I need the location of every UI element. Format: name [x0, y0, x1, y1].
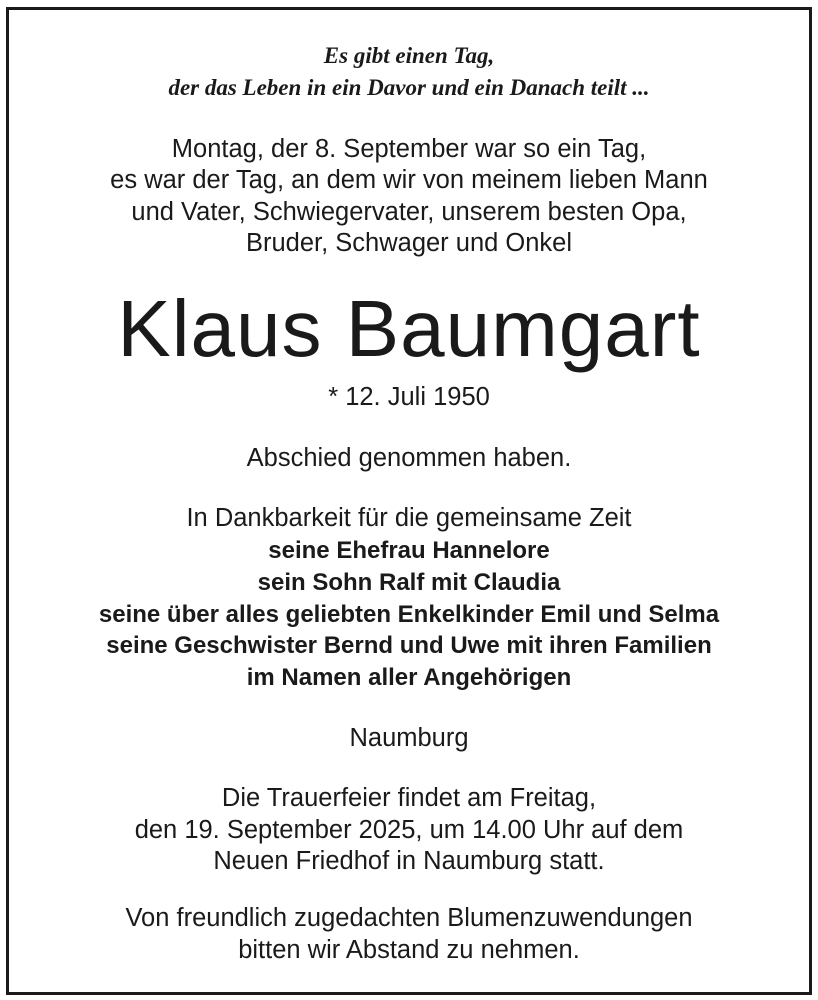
flowers-line-2: bitten wir Abstand zu nehmen.	[238, 936, 580, 964]
motto-line-1: Es gibt einen Tag,	[323, 43, 495, 68]
farewell-text: Abschied genommen haben.	[246, 444, 572, 472]
motto-line-2: der das Leben in ein Davor und ein Danach teilt ...	[168, 75, 650, 100]
birth-date: * 12. Juli 1950	[328, 383, 490, 411]
funeral-line-1: Die Trauerfeier findet am Freitag,	[221, 784, 597, 812]
mourner-line: im Namen aller Angehörigen	[246, 664, 572, 691]
intro-line-4: Bruder, Schwager und Onkel	[245, 229, 573, 257]
intro-line-3: und Vater, Schwiegervater, unserem besten Opa,	[131, 198, 687, 226]
mourner-line: seine Ehefrau Hannelore	[268, 537, 550, 564]
mourner-line: seine über alles geliebten Enkelkinder Emil und Selma	[98, 601, 720, 628]
flowers-line-1: Von freundlich zugedachten Blumenzuwendungen	[125, 904, 693, 932]
deceased-name: Klaus Baumgart	[117, 284, 701, 373]
mourners-intro: In Dankbarkeit für die gemeinsame Zeit	[186, 504, 632, 532]
mourner-line: sein Sohn Ralf mit Claudia	[257, 569, 561, 596]
mourner-line: seine Geschwister Bernd und Uwe mit ihren Familien	[106, 632, 712, 659]
intro-line-2: es war der Tag, an dem wir von meinem lieben Mann	[110, 166, 708, 194]
funeral-line-3: Neuen Friedhof in Naumburg statt.	[213, 847, 605, 875]
location: Naumburg	[349, 724, 469, 752]
funeral-line-2: den 19. September 2025, um 14.00 Uhr auf dem	[134, 816, 684, 844]
intro-line-1: Montag, der 8. September war so ein Tag,	[171, 135, 647, 163]
